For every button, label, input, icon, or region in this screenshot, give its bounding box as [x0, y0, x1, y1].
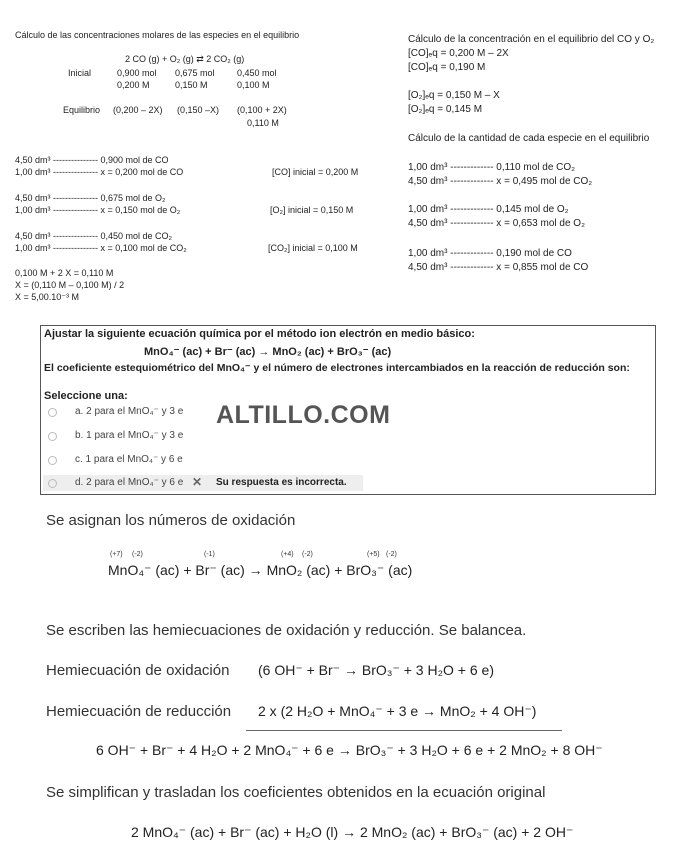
sum-equation: 6 OH⁻ + Br⁻ + 4 H₂O + 2 MnO₄⁻ + 6 e → BrO₃⁻ + 3 H₂O + 6 e + 2 MnO₂ + 8 OH⁻ [96, 742, 603, 758]
oxidation-half-equation: (6 OH⁻ + Br⁻ → BrO₃⁻ + 3 H₂O + 6 e) [258, 662, 494, 678]
co-eq-2: [CO]ₑq = 0,190 M [408, 62, 486, 73]
option-a[interactable]: a. 2 para el MnO₄⁻ y 3 e [75, 406, 184, 417]
right-co-line-2: 4,50 dm³ ------------- x = 0,855 mol de CO [408, 262, 589, 273]
option-c[interactable]: c. 1 para el MnO₄⁻ y 6 e [75, 454, 183, 465]
option-b-radio[interactable] [48, 432, 57, 441]
equilibrium-co2: (0,100 + 2X) [237, 105, 287, 115]
oxidation-label: Hemiecuación de oxidación [46, 662, 230, 679]
left-title: Cálculo de las concentraciones molares de las especies en el equilibrio [15, 30, 300, 40]
ox-num-o-3: (-2) [386, 551, 397, 558]
x-line-2: X = (0,110 M – 0,100 M) / 2 [15, 280, 125, 290]
equilibrium-co: (0,200 – 2X) [113, 105, 163, 115]
initial-mol-o2: 0,675 mol [175, 68, 215, 78]
ox-num-o-2: (-2) [302, 551, 313, 558]
x-line-1: 0,100 M + 2 X = 0,110 M [15, 268, 114, 278]
o2-eq-2: [O₂]ₑq = 0,145 M [408, 104, 483, 115]
option-a-radio[interactable] [48, 408, 57, 417]
reduction-label: Hemiecuación de reducción [46, 703, 232, 720]
option-b[interactable]: b. 1 para el MnO₄⁻ y 3 e [75, 430, 184, 441]
heading-half-equations: Se escriben las hemiecuaciones de oxidación y reducción. Se balancea. [46, 622, 527, 639]
o2-line-2: 1,00 dm³ --------------- x = 0,150 mol de O₂ [15, 205, 181, 215]
right-co2-line-1: 1,00 dm³ ------------- 0,110 mol de CO₂ [408, 162, 576, 173]
co2-line-1: 4,50 dm³ --------------- 0,450 mol de CO₂ [15, 231, 173, 241]
ox-num-br-1: (-1) [204, 551, 215, 558]
co2-line-2: 1,00 dm³ --------------- x = 0,100 mol de CO₂ [15, 243, 187, 253]
sum-divider [246, 730, 562, 731]
initial-label: Inicial [68, 68, 92, 78]
initial-M-co: 0,200 M [117, 80, 150, 90]
ox-num-o-1: (-2) [132, 551, 143, 558]
x-line-3: X = 5,00.10⁻³ M [15, 292, 80, 302]
quiz-question: El coeficiente estequiométrico del MnO₄⁻ y el número de electrones intercambiados en la reacción de reducción son: [44, 362, 630, 374]
equilibrium-value: 0,110 M [247, 118, 279, 128]
equilibrium-o2: (0,150 –X) [177, 105, 220, 115]
co-line-2: 1,00 dm³ --------------- x = 0,200 mol de CO [15, 167, 184, 177]
equilibrium-label: Equilibrio [63, 105, 101, 115]
option-d[interactable]: d. 2 para el MnO₄⁻ y 6 e [75, 477, 184, 488]
right-o2-line-2: 4,50 dm³ ------------- x = 0,653 mol de O₂ [408, 218, 585, 229]
o2-line-1: 4,50 dm³ --------------- 0,675 mol de O₂ [15, 193, 166, 203]
option-c-radio[interactable] [48, 456, 57, 465]
reduction-half-equation: 2 x (2 H₂O + MnO₄⁻ + 3 e → MnO₂ + 4 OH⁻) [258, 703, 537, 719]
o2-eq-1: [O₂]ₑq = 0,150 M – X [408, 90, 500, 101]
oxidation-equation: MnO₄⁻ (ac) + Br⁻ (ac) → MnO₂ (ac) + BrO₃⁻ (ac) [108, 562, 413, 578]
incorrect-x-icon: ✕ [192, 475, 203, 489]
watermark: ALTILLO.COM [216, 401, 391, 429]
o2-initial: [O₂] inicial = 0,150 M [270, 205, 354, 215]
initial-mol-co: 0,900 mol [117, 68, 157, 78]
option-d-radio[interactable] [48, 479, 57, 488]
co-line-1: 4,50 dm³ --------------- 0,900 mol de CO [15, 155, 169, 165]
co-eq-1: [CO]ₑq = 0,200 M – 2X [408, 48, 509, 59]
reaction-equation: 2 CO (g) + O₂ (g) ⇄ 2 CO₂ (g) [125, 54, 245, 64]
right-co2-line-2: 4,50 dm³ ------------- x = 0,495 mol de CO₂ [408, 176, 593, 187]
final-equation: 2 MnO₄⁻ (ac) + Br⁻ (ac) + H₂O (l) → 2 MnO₂ (ac) + BrO₃⁻ (ac) + 2 OH⁻ [131, 824, 574, 840]
ox-num-br-2: (+5) [367, 551, 380, 558]
initial-mol-co2: 0,450 mol [237, 68, 277, 78]
right-o2-line-1: 1,00 dm³ ------------- 0,145 mol de O₂ [408, 204, 569, 215]
co2-initial: [CO₂] inicial = 0,100 M [268, 243, 358, 253]
initial-M-co2: 0,100 M [237, 80, 270, 90]
heading-oxidation-numbers: Se asignan los números de oxidación [46, 512, 296, 529]
ox-num-mn-2: (+4) [281, 551, 294, 558]
quiz-prompt: Ajustar la siguiente ecuación química por el método ion electrón en medio básico: [44, 328, 475, 340]
right-co-line-1: 1,00 dm³ ------------- 0,190 mol de CO [408, 248, 572, 259]
select-label: Seleccione una: [44, 390, 128, 402]
co-initial: [CO] inicial = 0,200 M [272, 167, 359, 177]
heading-simplify: Se simplifican y trasladan los coeficientes obtenidos en la ecuación original [46, 784, 546, 801]
initial-M-o2: 0,150 M [175, 80, 208, 90]
quiz-equation: MnO₄⁻ (ac) + Br⁻ (ac) → MnO₂ (ac) + BrO₃⁻ (ac) [144, 346, 392, 358]
ox-num-mn: (+7) [110, 551, 123, 558]
right-title-2: Cálculo de la cantidad de cada especie en el equilibrio [408, 133, 650, 144]
feedback-text: Su respuesta es incorrecta. [216, 477, 347, 488]
right-title: Cálculo de la concentración en el equilibrio del CO y O₂ [408, 34, 655, 45]
